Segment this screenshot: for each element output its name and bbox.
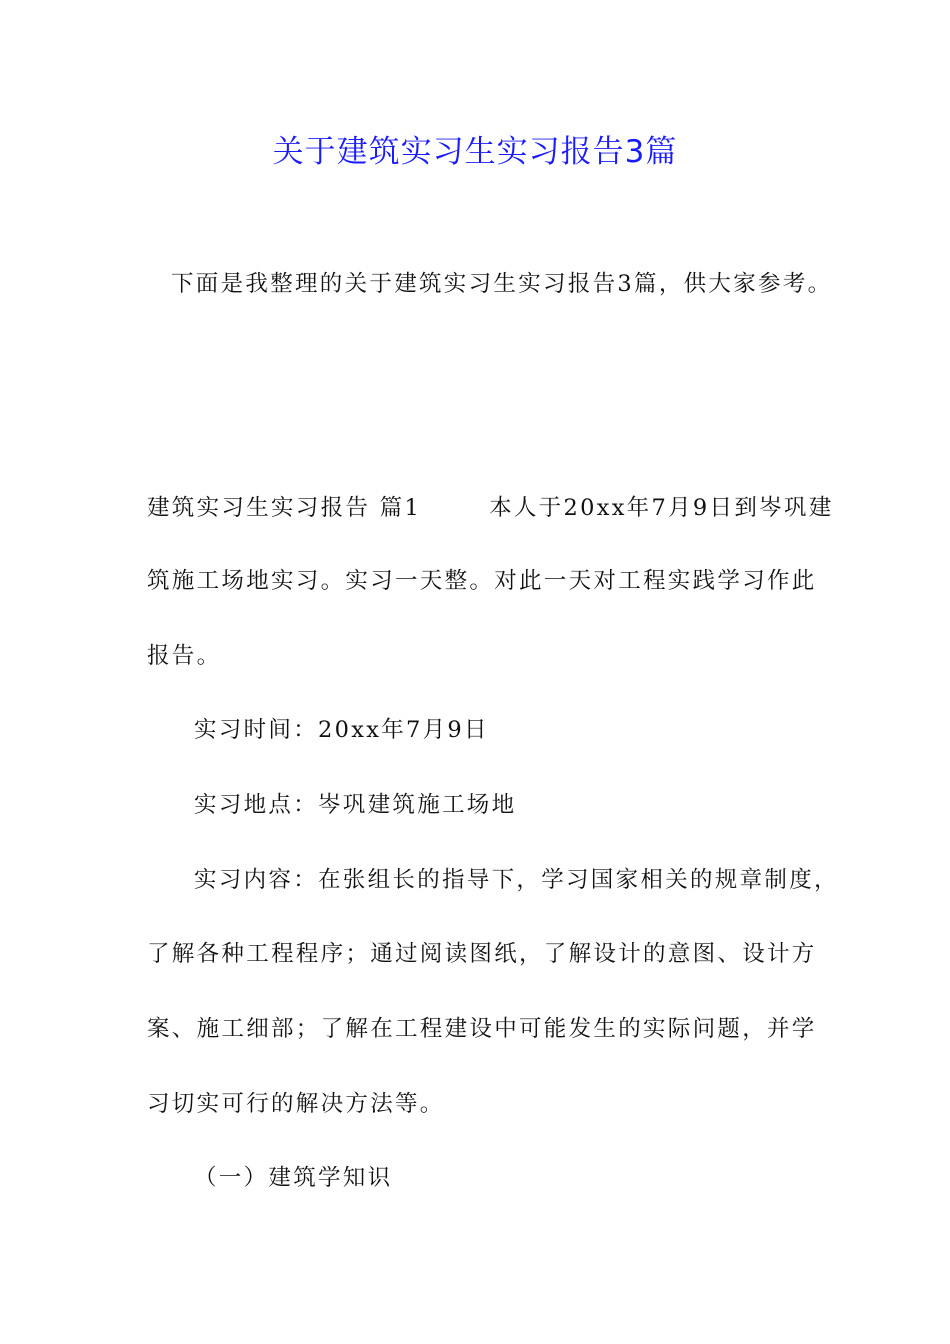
content-line-2: 了解各种工程程序；通过阅读图纸，了解设计的意图、设计方 (147, 941, 817, 967)
subheading: （一）建筑学知识 (194, 1165, 393, 1191)
body-line-3: 报告。 (147, 643, 222, 669)
content-line-3: 案、施工细部；了解在工程建设中可能发生的实际问题，并学 (147, 1016, 817, 1042)
content-line-4: 习切实可行的解决方法等。 (147, 1091, 445, 1117)
body-line-1: 本人于20xx年7月9日到岑巩建 (489, 495, 834, 521)
place-line: 实习地点：岑巩建筑施工场地 (194, 792, 517, 818)
time-line: 实习时间：20xx年7月9日 (194, 717, 489, 743)
content-line-1: 实习内容：在张组长的指导下，学习国家相关的规章制度， (194, 867, 839, 893)
body-line-2: 筑施工场地实习。实习一天整。对此一天对工程实践学习作此 (147, 568, 817, 594)
section-first-line (147, 488, 834, 528)
intro-paragraph: 下面是我整理的关于建筑实习生实习报告3篇，供大家参考。 (171, 271, 833, 297)
section-heading: 建筑实习生实习报告 篇1 (147, 495, 422, 521)
document-title: 关于建筑实习生实习报告3篇 (272, 134, 678, 170)
